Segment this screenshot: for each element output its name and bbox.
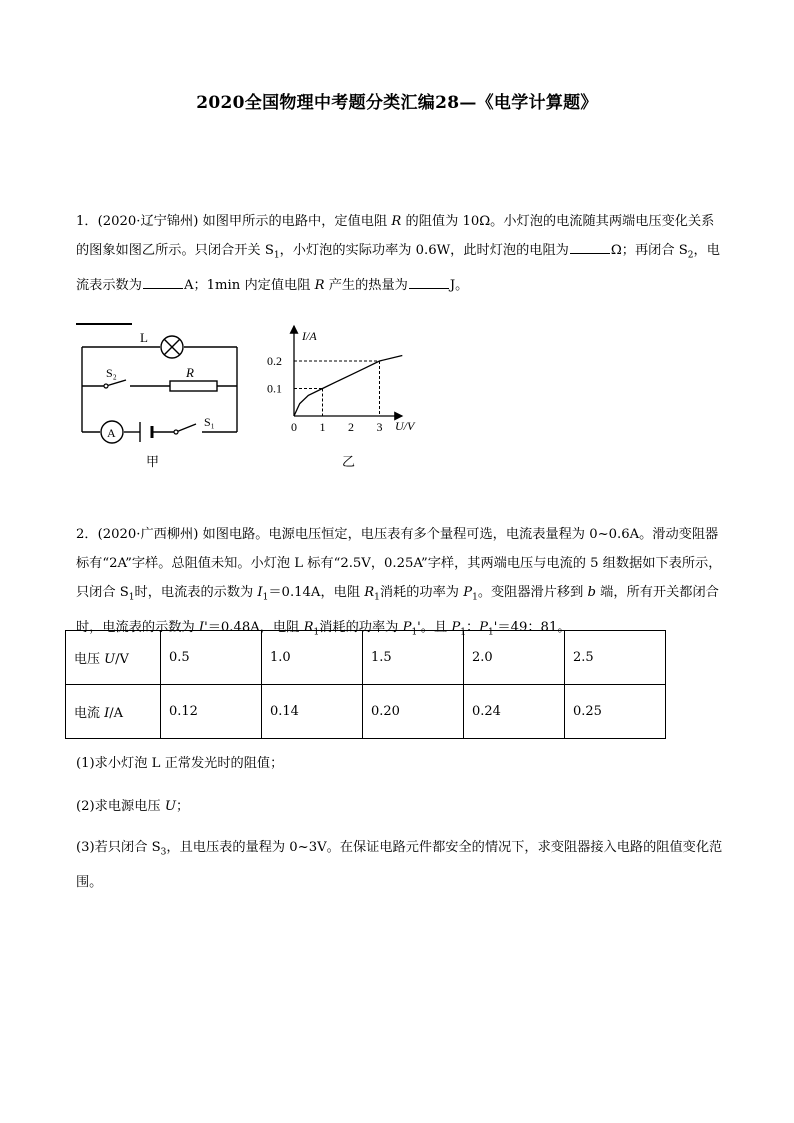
table-row: [66, 631, 666, 685]
table-cell: 0.20: [363, 685, 464, 739]
resistor-label: R: [186, 365, 194, 380]
q2-subscript: 1: [488, 627, 494, 638]
ammeter-label: A: [107, 426, 116, 440]
x-tick-label: 3: [376, 420, 383, 434]
q2-var: P: [479, 619, 489, 635]
y-tick-label: 0.1: [267, 381, 282, 396]
sub-question-2-text: ；: [175, 799, 190, 814]
q2-subscript: 1: [460, 627, 466, 638]
q1-subscript: 2: [687, 250, 694, 261]
graph-caption: 乙: [342, 455, 356, 470]
row-header-text: 电流: [74, 706, 105, 721]
lamp-icon: [161, 336, 183, 358]
q2-var: I': [198, 619, 208, 635]
q2-subscript: 1: [128, 592, 135, 603]
q1-text: Ω；再闭合 S: [610, 243, 688, 258]
y-axis-label: I/A: [302, 329, 317, 343]
table-cell: 0.12: [161, 685, 262, 739]
q1-text: J。: [449, 277, 469, 293]
row-header-text: 电压: [74, 652, 105, 667]
x-tick-label: 0: [291, 420, 297, 434]
voltage-current-table: [65, 630, 666, 739]
q2-text: '＝49：81。: [493, 619, 571, 635]
q2-var: P: [402, 619, 412, 635]
q2-text: '。且: [417, 619, 452, 635]
q2-var: R: [303, 619, 314, 635]
question-1: [76, 207, 726, 300]
q2-text: 消耗的功率为: [319, 619, 403, 635]
q2-text: 消耗的功率为: [379, 585, 464, 600]
sub-question-2: [76, 795, 189, 814]
sub-question-3-subscript: 3: [160, 847, 167, 858]
table-row: [66, 685, 666, 739]
x-tick-label: 1: [319, 420, 326, 434]
q2-var: P: [463, 585, 473, 600]
q2-subscript: 1: [472, 592, 478, 603]
switch-2-label: S₂: [106, 366, 117, 380]
table-cell: 2.0: [464, 631, 565, 685]
sub-question-3: [76, 833, 726, 897]
page-title: 2020全国物理中考题分类汇编28—《电学计算题》: [196, 93, 598, 113]
row-header-var: I: [104, 706, 110, 721]
x-axis-label: U/V: [395, 419, 415, 433]
circuit-diagram: [72, 320, 247, 470]
switch-2-icon: [104, 384, 108, 388]
answer-blank: [570, 240, 610, 254]
battery-icon: [140, 422, 152, 442]
table-cell: 1.0: [262, 631, 363, 685]
q2-var: b: [587, 585, 596, 600]
question-2: [76, 520, 726, 647]
resistor-icon: [170, 381, 217, 391]
sub-question-2-text: (2)求电源电压: [76, 799, 165, 814]
sub-question-1: (1)求小灯泡 L 正常发光时的阻值；: [76, 756, 284, 771]
q1-var-r: R: [391, 214, 402, 229]
table-cell: 1.5: [363, 631, 464, 685]
q2-subscript: 1: [262, 592, 269, 603]
q2-text: 2．(2020·广西柳州) 如图电路。电源电压恒定，电压表有多个量程可选，电流表量程为 0~0.6A。滑动变阻器标有“2A”字样。总阻值未知。小灯泡 L 标有“2.5V，0.25A”字样，其两端电压与电流的 5 组数据如下表所示，只闭合 S: [76, 527, 722, 600]
iv-graph: [262, 318, 432, 473]
y-tick-label: 0.2: [267, 354, 282, 368]
q1-text: ，小灯泡的实际功率为 0.6W，此时灯泡的电阻为: [279, 243, 569, 258]
q2-subscript: 1: [411, 627, 418, 638]
answer-blank: [143, 275, 183, 289]
row-header-unit: /A: [109, 706, 124, 721]
table-cell: 2.5: [565, 631, 666, 685]
q2-var: P: [451, 619, 461, 635]
row-header: [66, 685, 161, 739]
switch-1-label: S₁: [204, 415, 215, 429]
row-header-unit: /V: [115, 652, 129, 667]
table-cell: 0.24: [464, 685, 565, 739]
table-cell: 0.14: [262, 685, 363, 739]
q2-text: 。变阻器滑片移到: [477, 585, 588, 600]
q2-text: 端，所有开关都闭合时，电流表的示数为: [76, 585, 719, 635]
q2-text: ＝0.14A，电阻: [268, 585, 365, 600]
table-cell: 0.5: [161, 631, 262, 685]
circuit-caption: 甲: [146, 455, 160, 470]
q1-text: 1．(2020·辽宁锦州) 如图甲所示的电路中，定值电阻: [76, 214, 392, 229]
q1-text: ，电流表示数为: [76, 243, 720, 293]
table-cell: 0.25: [565, 685, 666, 739]
iv-curve: [294, 356, 402, 417]
q1-text: 产生的热量为: [324, 277, 408, 293]
q2-subscript: 1: [374, 592, 380, 603]
x-tick-label: 2: [348, 420, 354, 434]
q1-var-r: R: [314, 277, 325, 293]
sub-question-2-var: U: [164, 799, 176, 814]
q2-var: R: [364, 585, 375, 600]
switch-1-icon: [174, 430, 178, 434]
row-header: [66, 631, 161, 685]
q1-text: 的阻值为 10Ω。小灯泡的电流随其两端电压变化关系的图象如图乙所示。只闭合开关 S: [76, 214, 715, 258]
q1-text: A；1min 内定值电阻: [183, 277, 315, 293]
q2-text: ＝0.48A，电阻: [207, 619, 304, 635]
q1-subscript: 1: [273, 250, 280, 261]
q2-var: I: [257, 585, 263, 600]
lamp-label: L: [140, 330, 148, 345]
q2-text: 时，电流表的示数为: [134, 585, 258, 600]
q2-subscript: 1: [313, 627, 320, 638]
sub-question-3-text: (3)若只闭合 S: [76, 840, 161, 855]
answer-blank: [409, 275, 449, 289]
q2-text: ：: [465, 619, 480, 635]
row-header-var: U: [104, 652, 116, 667]
sub-question-3-text: ，且电压表的量程为 0~3V。在保证电路元件都安全的情况下，求变阻器接入电路的阻值变化范围。: [76, 840, 723, 890]
